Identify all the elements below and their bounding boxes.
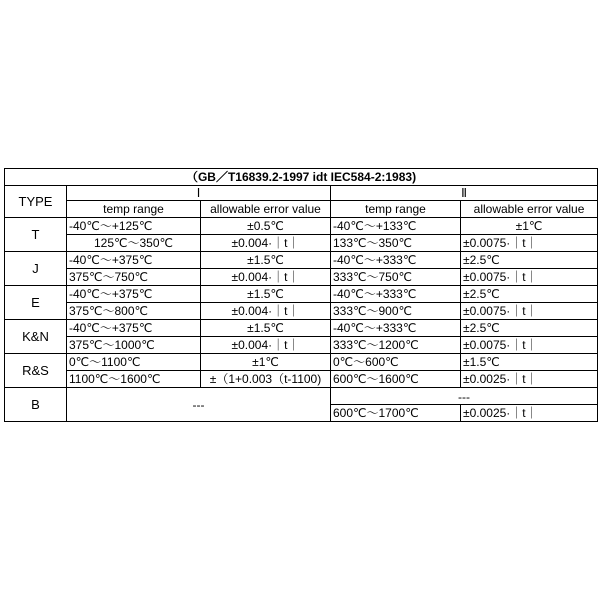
- temp-range-2: 133℃～350℃: [331, 235, 461, 252]
- temp-range-1: 1100℃～1600℃: [67, 371, 201, 388]
- allowable-error-2: ±0.0025·｜t｜: [461, 405, 598, 422]
- group-1-header: Ⅰ: [67, 186, 331, 201]
- type-cell: J: [5, 252, 67, 286]
- allowable-error-2: ±2.5℃: [461, 252, 598, 269]
- allowable-error-2: ±1℃: [461, 218, 598, 235]
- temp-range-1: -40℃～+375℃: [67, 320, 201, 337]
- table-row: [5, 371, 598, 388]
- allowable-error-1: ±1.5℃: [201, 320, 331, 337]
- table-title: （GB／T16839.2-1997 idt IEC584-2:1983): [5, 169, 598, 186]
- allowable-error-2: ±0.0075·｜t｜: [461, 269, 598, 286]
- temp-range-2: 600℃～1700℃: [331, 405, 461, 422]
- allowable-error-2: ±0.0025·｜t｜: [461, 371, 598, 388]
- allowable-error-2: ±0.0075·｜t｜: [461, 337, 598, 354]
- allowable-error-1: ±0.004·｜t｜: [201, 303, 331, 320]
- allowable-error-1: ±0.004·｜t｜: [201, 235, 331, 252]
- table-row: [5, 218, 598, 235]
- temp-range-1: -40℃～+125℃: [67, 218, 201, 235]
- temp-range-2: -40℃～+333℃: [331, 286, 461, 303]
- table-row: [5, 354, 598, 371]
- allowable-error-2: ±1.5℃: [461, 354, 598, 371]
- allowable-error-1: ±（1+0.003（t-1100): [201, 371, 331, 388]
- allowable-error-2: ±2.5℃: [461, 286, 598, 303]
- type-cell: T: [5, 218, 67, 252]
- temp-range-2: 333℃～1200℃: [331, 337, 461, 354]
- thermocouple-tolerance-table: [4, 168, 598, 422]
- type-cell: R&S: [5, 354, 67, 388]
- temp-range-header-2: temp range: [331, 201, 461, 218]
- table-row: [5, 337, 598, 354]
- temp-range-2: 600℃～1600℃: [331, 371, 461, 388]
- temp-range-1: -40℃～+375℃: [67, 286, 201, 303]
- table-row: [5, 269, 598, 286]
- type-header: TYPE: [5, 186, 67, 218]
- allowable-error-1: ±1.5℃: [201, 252, 331, 269]
- type-cell: K&N: [5, 320, 67, 354]
- allowable-error-1: ±1.5℃: [201, 286, 331, 303]
- allowable-error-1: ±0.004·｜t｜: [201, 269, 331, 286]
- temp-range-1: 0℃～1100℃: [67, 354, 201, 371]
- type-cell: E: [5, 286, 67, 320]
- allowable-error-2: ±0.0075·｜t｜: [461, 303, 598, 320]
- temp-range-1: -40℃～+375℃: [67, 252, 201, 269]
- allowable-error-1: ±1℃: [201, 354, 331, 371]
- temp-range-2: 0℃～600℃: [331, 354, 461, 371]
- temp-range-2: 333℃～750℃: [331, 269, 461, 286]
- temp-range-1: 125℃～350℃: [67, 235, 201, 252]
- allowable-error-1: ±0.5℃: [201, 218, 331, 235]
- allowable-error-2: ±2.5℃: [461, 320, 598, 337]
- allowable-error-header-1: allowable error value: [201, 201, 331, 218]
- temp-range-header-1: temp range: [67, 201, 201, 218]
- temp-range-1: 375℃～750℃: [67, 269, 201, 286]
- type-cell: B: [5, 388, 67, 422]
- type-b-group-2-top: ---: [331, 388, 598, 405]
- table-row: [5, 320, 598, 337]
- temp-range-1: 375℃～800℃: [67, 303, 201, 320]
- table-row: [5, 388, 598, 405]
- table-row: [5, 235, 598, 252]
- temp-range-2: 333℃～900℃: [331, 303, 461, 320]
- temp-range-2: -40℃～+333℃: [331, 252, 461, 269]
- type-b-group-1-value: ---: [67, 388, 331, 422]
- table-row: [5, 252, 598, 269]
- temp-range-1: 375℃～1000℃: [67, 337, 201, 354]
- temp-range-2: -40℃～+133℃: [331, 218, 461, 235]
- allowable-error-2: ±0.0075·｜t｜: [461, 235, 598, 252]
- table-row: [5, 286, 598, 303]
- group-2-header: Ⅱ: [331, 186, 598, 201]
- allowable-error-header-2: allowable error value: [461, 201, 598, 218]
- temp-range-2: -40℃～+333℃: [331, 320, 461, 337]
- table-row: [5, 303, 598, 320]
- allowable-error-1: ±0.004·｜t｜: [201, 337, 331, 354]
